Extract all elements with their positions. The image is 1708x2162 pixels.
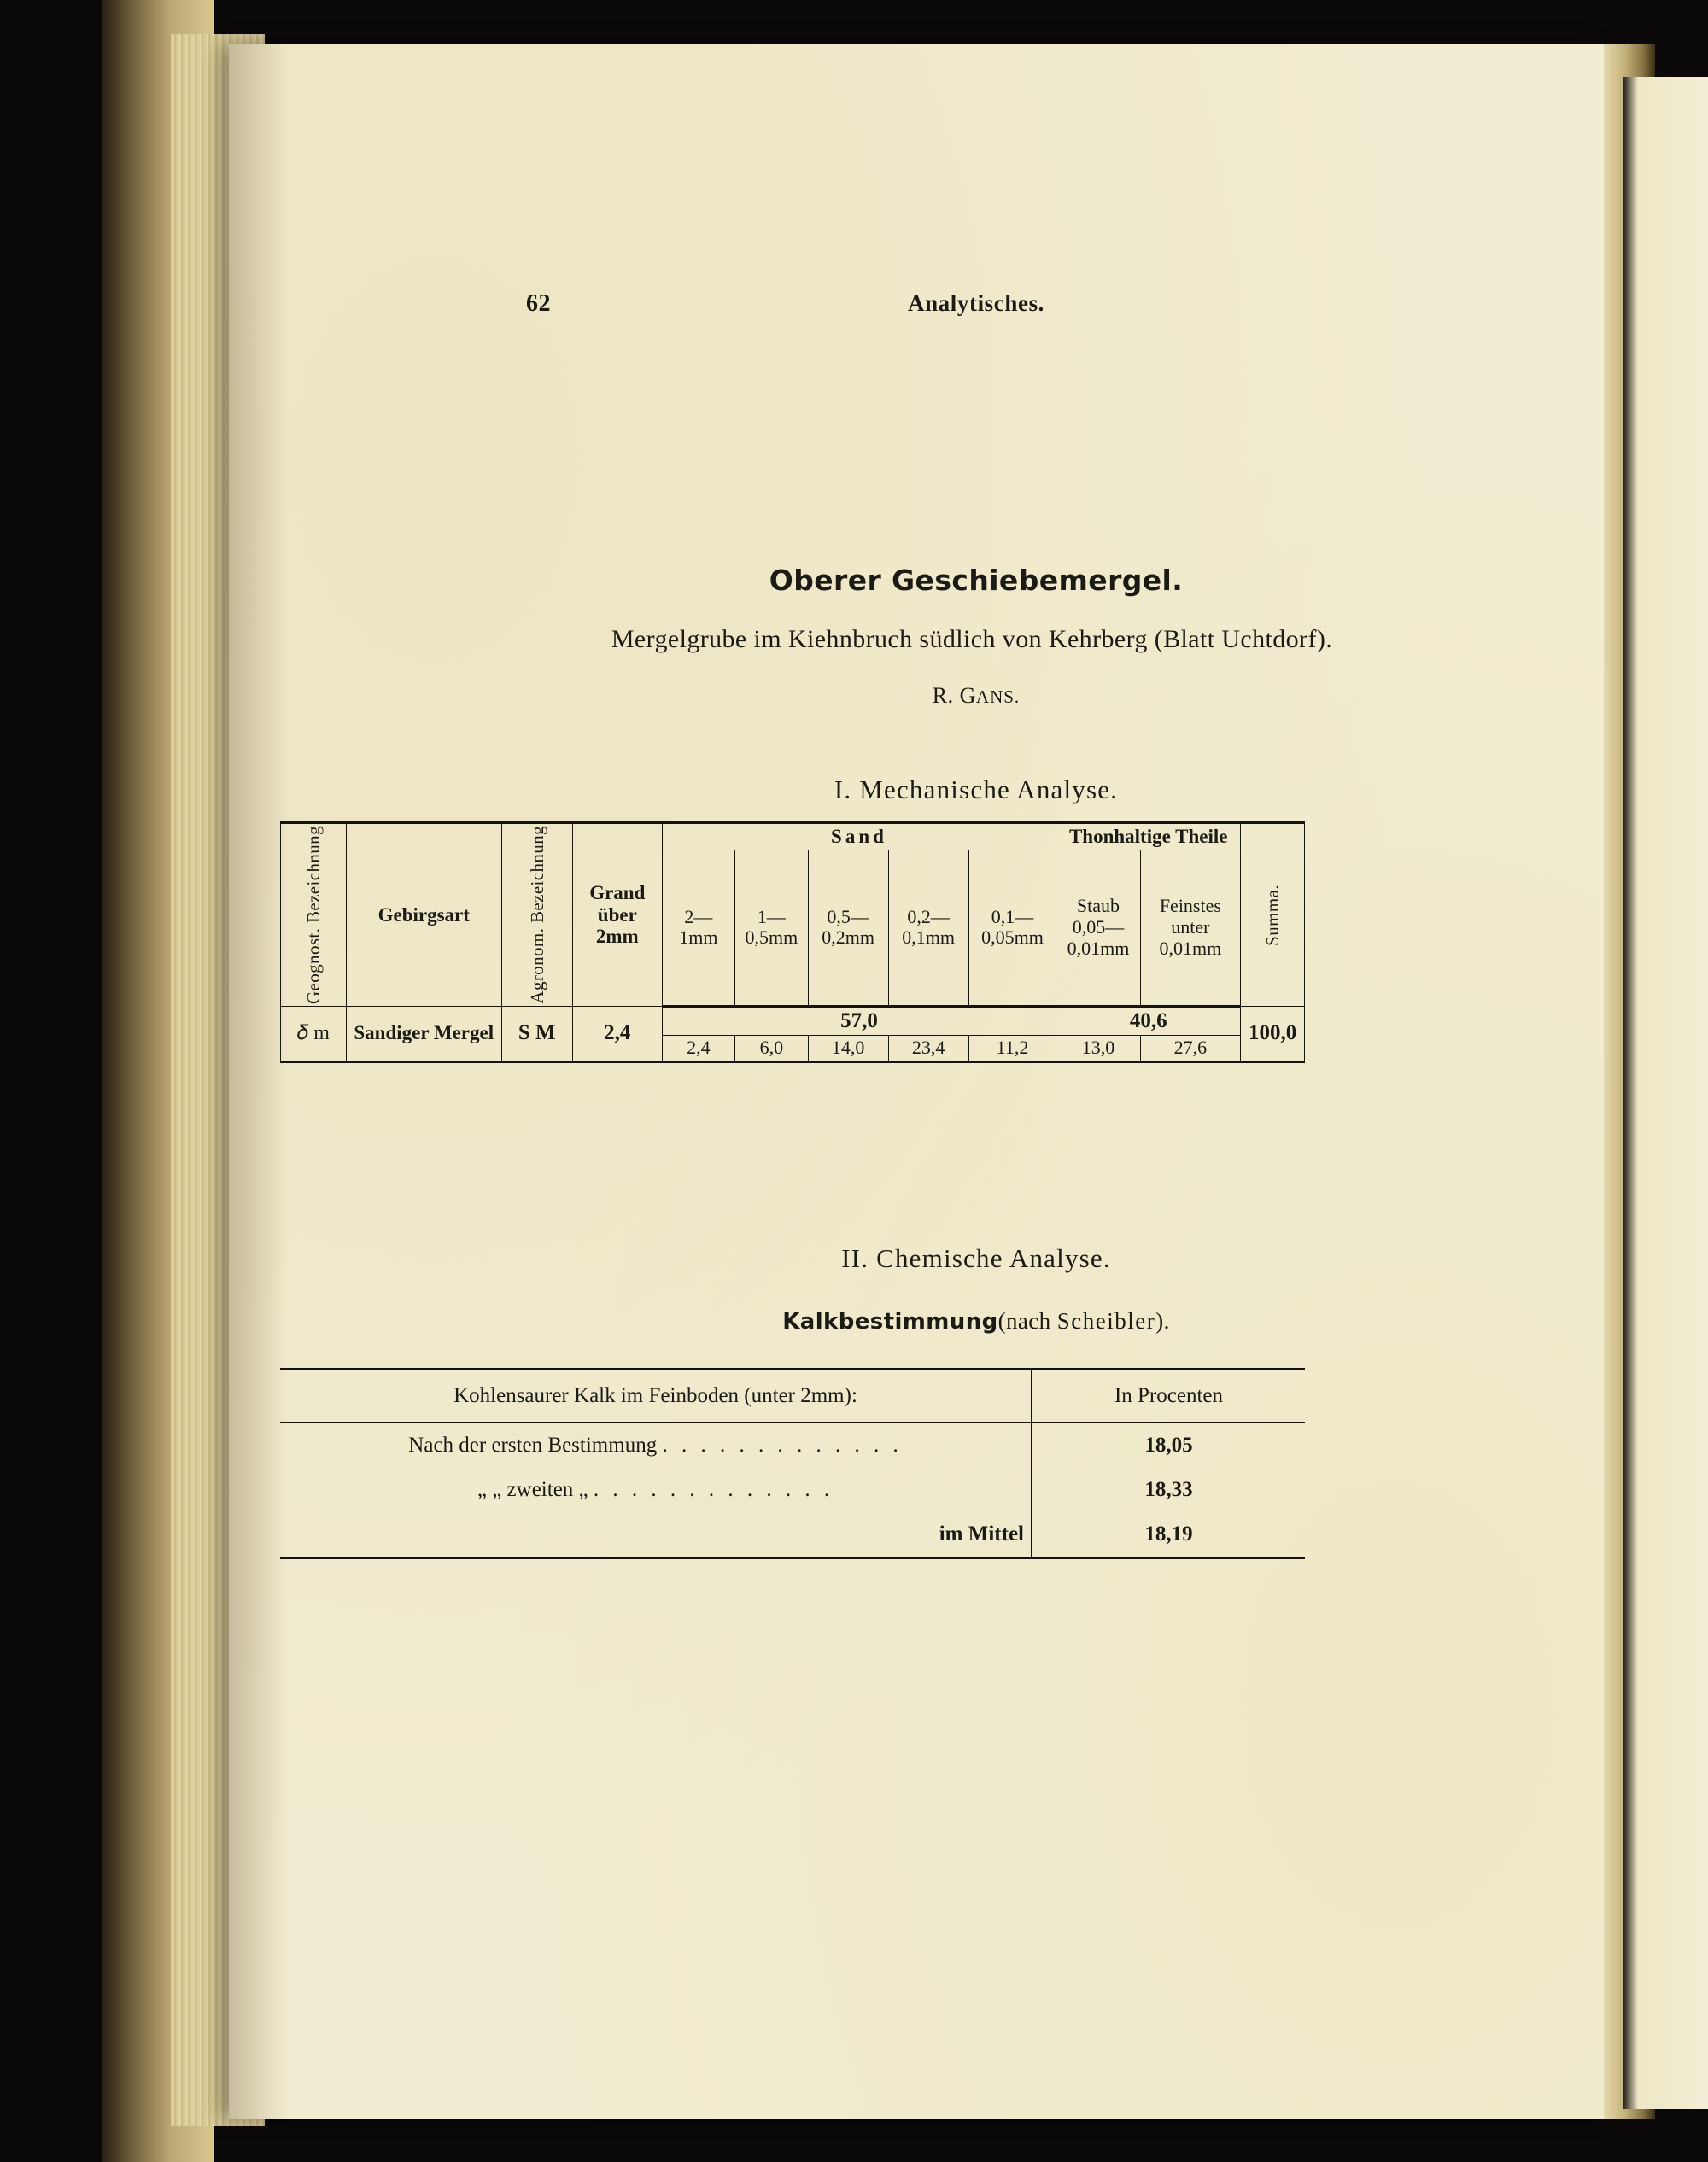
header-feinstes: Feinstes unter 0,01mm — [1140, 850, 1241, 1006]
author-line — [229, 683, 1604, 709]
header-grand: Grand über 2mm — [572, 823, 662, 1007]
kalk-paren-close: ). — [1155, 1308, 1170, 1334]
author-name: R. G — [932, 683, 976, 708]
cell-sand-1-05: 6,0 — [735, 1036, 808, 1062]
chem-row-first-label: Nach der ersten Bestimmung . . . . . . . . . . . . . — [408, 1434, 903, 1457]
page-title: Oberer Geschiebemergel. — [769, 564, 1184, 597]
page-number: 62 — [526, 290, 551, 317]
chemical-analysis-table — [280, 1368, 1305, 1559]
scheibler-name: Scheibler — [1056, 1308, 1156, 1334]
cell-sand-01-005: 11,2 — [968, 1036, 1056, 1062]
header-agronom-bezeichnung: Agronom. Bezeichnung — [501, 823, 572, 1007]
header-gebirgsart: Gebirgsart — [346, 823, 501, 1007]
chem-header-row — [280, 1370, 1305, 1423]
chem-row-mittel — [280, 1512, 1305, 1558]
facing-page-gutter — [1623, 77, 1708, 2109]
mechanical-analysis-table — [280, 821, 1305, 1063]
header-sand-1-05: 1— 0,5mm — [735, 850, 808, 1006]
header-summa: Summa. — [1241, 823, 1305, 1007]
chem-header-col1: Kohlensaurer Kalk im Feinboden (unter 2mm): — [280, 1370, 1032, 1423]
chem-row-second-value: 18,33 — [1032, 1468, 1305, 1512]
section-heading-chemical: II. Chemische Analyse. — [841, 1243, 1111, 1273]
header-sand-02-01: 0,2— 0,1mm — [888, 850, 968, 1006]
chem-mittel-value: 18,19 — [1032, 1512, 1305, 1558]
cell-summa: 100,0 — [1241, 1007, 1305, 1062]
chem-row-first — [280, 1423, 1305, 1468]
header-sand-05-02: 0,5— 0,2mm — [808, 850, 888, 1006]
cell-thon-total: 40,6 — [1056, 1007, 1241, 1036]
cell-agronom: S M — [501, 1007, 572, 1062]
chem-mittel-label: im Mittel — [280, 1512, 1032, 1558]
table-row-totals — [281, 1007, 1305, 1036]
cell-sand-2-1: 2,4 — [662, 1036, 734, 1062]
header-geognost-bezeichnung: Geognost. Bezeichnung — [281, 823, 347, 1007]
chem-row-first-value: 18,05 — [1032, 1423, 1305, 1468]
cell-sand-05-02: 14,0 — [808, 1036, 888, 1062]
chem-row-second — [280, 1468, 1305, 1512]
section-heading-mechanical: I. Mechanische Analyse. — [834, 774, 1119, 804]
cell-geognost: 𝛿 m — [281, 1007, 347, 1062]
locality-subtitle: Mergelgrube im Kiehnbruch südlich von Kehrberg (Blatt Uchtdorf). — [611, 625, 1333, 653]
header-sand-group: Sand — [662, 823, 1056, 850]
kalkbestimmung-label: Kalkbestimmung — [782, 1309, 998, 1335]
kalk-paren-open: (nach — [997, 1308, 1057, 1334]
chem-header-col2: In Procenten — [1032, 1370, 1305, 1423]
chem-row-second-label: „ „ zweiten „ . . . . . . . . . . . . . — [477, 1478, 834, 1501]
cell-sand-total: 57,0 — [662, 1007, 1056, 1036]
cell-gebirgsart: Sandiger Mergel — [346, 1007, 501, 1062]
header-sand-2-1: 2— 1mm — [662, 850, 734, 1006]
page-content — [229, 44, 1604, 2119]
cell-grand-total: 2,4 — [572, 1007, 662, 1062]
header-staub: Staub 0,05— 0,01mm — [1056, 850, 1140, 1006]
cell-sand-02-01: 23,4 — [888, 1036, 968, 1062]
header-thonhaltige-group: Thonhaltige Theile — [1056, 823, 1241, 850]
header-sand-01-005: 0,1— 0,05mm — [968, 850, 1056, 1006]
cell-feinstes: 27,6 — [1140, 1036, 1241, 1062]
subheading-kalkbestimmung — [229, 1308, 1604, 1335]
author-name-smallcaps: ANS. — [975, 687, 1021, 707]
running-head: Analytisches. — [907, 290, 1045, 316]
cell-staub: 13,0 — [1056, 1036, 1140, 1062]
